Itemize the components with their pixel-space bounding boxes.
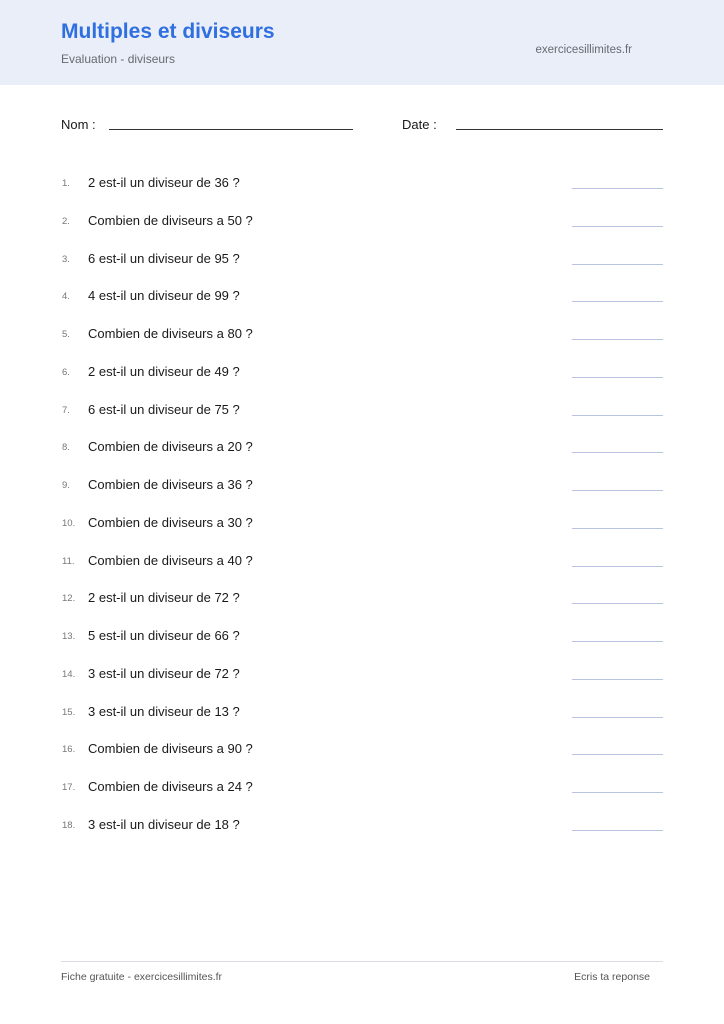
answer-field[interactable]	[572, 339, 663, 340]
question-row	[0, 515, 724, 535]
question-row	[0, 364, 724, 384]
question-text: Combien de diviseurs a 30 ?	[88, 514, 253, 530]
question-row	[0, 175, 724, 195]
date-label: Date :	[402, 117, 437, 132]
answer-field[interactable]	[572, 226, 663, 227]
question-text: Combien de diviseurs a 90 ?	[88, 741, 253, 757]
page-title: Multiples et diviseurs	[61, 20, 275, 43]
question-row	[0, 590, 724, 610]
question-row	[0, 741, 724, 761]
answer-field[interactable]	[572, 264, 663, 265]
question-text: Combien de diviseurs a 50 ?	[88, 212, 253, 228]
question-number: 16.	[62, 744, 76, 756]
question-text: 6 est-il un diviseur de 95 ?	[88, 250, 240, 266]
question-text: Combien de diviseurs a 80 ?	[88, 326, 253, 341]
question-text: 3 est-il un diviseur de 13 ?	[88, 703, 240, 719]
question-number: 14.	[62, 668, 76, 680]
question-row	[0, 817, 724, 837]
question-number: 13.	[62, 631, 76, 642]
question-number: 9.	[62, 480, 70, 491]
name-field[interactable]	[109, 129, 353, 130]
question-number: 2.	[62, 215, 70, 227]
question-text: 4 est-il un diviseur de 99 ?	[88, 288, 240, 304]
question-number: 6.	[62, 366, 70, 378]
question-row	[0, 213, 724, 233]
answer-field[interactable]	[572, 603, 663, 604]
footer-divider	[61, 961, 663, 962]
answer-field[interactable]	[572, 830, 663, 831]
footer-instruction: Ecris ta reponse	[574, 971, 650, 983]
question-number: 12.	[62, 593, 76, 605]
question-text: Combien de diviseurs a 20 ?	[88, 439, 253, 455]
date-field[interactable]	[456, 129, 663, 130]
question-text: 2 est-il un diviseur de 72 ?	[88, 590, 240, 606]
question-number: 15.	[62, 706, 76, 718]
question-text: 2 est-il un diviseur de 49 ?	[88, 363, 240, 379]
answer-field[interactable]	[572, 188, 663, 189]
answer-field[interactable]	[572, 528, 663, 529]
question-row	[0, 704, 724, 724]
name-label: Nom :	[61, 117, 96, 132]
question-text: Combien de diviseurs a 40 ?	[88, 552, 253, 568]
answer-field[interactable]	[572, 452, 663, 453]
question-row	[0, 628, 724, 648]
page-subtitle: Evaluation - diviseurs	[61, 52, 176, 66]
question-text: 2 est-il un diviseur de 36 ?	[88, 175, 240, 190]
question-number: 10.	[62, 517, 76, 529]
question-text: 3 est-il un diviseur de 18 ?	[88, 816, 240, 832]
answer-field[interactable]	[572, 377, 663, 378]
header-band	[0, 0, 724, 85]
question-row	[0, 402, 724, 422]
question-number: 7.	[62, 404, 70, 416]
site-name: exercicesillimites.fr	[535, 44, 632, 56]
question-row	[0, 666, 724, 686]
answer-field[interactable]	[572, 717, 663, 718]
question-row	[0, 326, 724, 346]
footer-credit: Fiche gratuite - exercicesillimites.fr	[61, 971, 223, 983]
question-row	[0, 439, 724, 459]
answer-field[interactable]	[572, 566, 663, 567]
answer-field[interactable]	[572, 679, 663, 680]
question-number: 17.	[62, 782, 76, 793]
question-row	[0, 553, 724, 573]
question-row	[0, 477, 724, 497]
question-text: Combien de diviseurs a 24 ?	[88, 779, 253, 794]
answer-field[interactable]	[572, 490, 663, 491]
answer-field[interactable]	[572, 301, 663, 302]
answer-field[interactable]	[572, 754, 663, 755]
answer-field[interactable]	[572, 641, 663, 642]
question-text: 5 est-il un diviseur de 66 ?	[88, 628, 240, 643]
question-number: 11.	[62, 555, 75, 567]
question-text: 3 est-il un diviseur de 72 ?	[88, 665, 240, 681]
question-text: Combien de diviseurs a 36 ?	[88, 477, 253, 492]
question-number: 3.	[62, 253, 70, 265]
question-number: 1.	[62, 178, 70, 189]
question-text: 6 est-il un diviseur de 75 ?	[88, 401, 240, 417]
question-number: 18.	[62, 819, 76, 831]
answer-field[interactable]	[572, 792, 663, 793]
question-row	[0, 288, 724, 308]
question-row	[0, 779, 724, 799]
question-row	[0, 251, 724, 271]
question-number: 4.	[62, 291, 70, 303]
question-number: 8.	[62, 442, 70, 454]
answer-field[interactable]	[572, 415, 663, 416]
question-number: 5.	[62, 329, 70, 340]
